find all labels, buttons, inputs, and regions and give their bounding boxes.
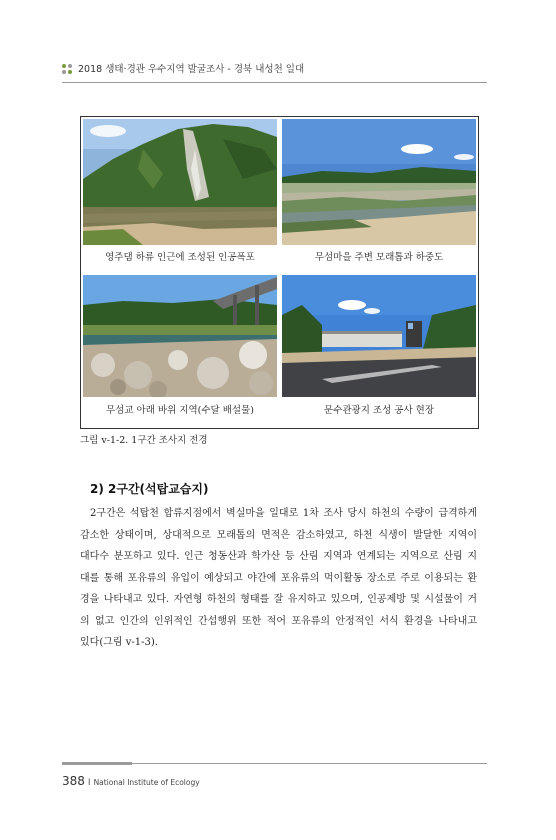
section-title: 2) 2구간(석탑교습지) — [90, 482, 209, 496]
page-footer — [62, 770, 200, 789]
header-title: 2018 생태·경관 우수지역 발굴조사 - 경북 내성천 일대 — [78, 64, 305, 75]
body-line: 의 없고 인간의 인위적인 간섭행위 또한 적어 포유류의 안정적인 서식 환경을 나타내고 — [80, 615, 477, 627]
sandbar-photo — [282, 119, 476, 245]
construction-site-photo — [282, 275, 476, 397]
header-divider — [62, 82, 487, 83]
photo-figure — [80, 116, 479, 429]
footer-separator: I — [87, 778, 91, 788]
body-paragraph — [80, 503, 477, 654]
running-header — [62, 63, 487, 77]
body-line: 감소한 상태이며, 상대적으로 모래톱의 면적은 감소하였고, 하천 식생이 발달한 지역이 — [80, 529, 477, 541]
figure-caption: 그림 v-1-2. 1구간 조사지 전경 — [80, 435, 208, 446]
body-line: 있다(그림 v-1-3). — [80, 637, 158, 648]
footer-divider — [62, 763, 487, 764]
photo-caption-3: 무섬교 아래 바위 지역(수달 배설물) — [106, 405, 254, 416]
page-number: 388 — [62, 774, 85, 788]
photo-caption-4: 문수관광지 조성 공사 현장 — [323, 405, 434, 416]
body-line: 2구간은 석탑천 합류지점에서 벽실마을 일대로 1차 조사 당시 하천의 수량이 급격하게 — [90, 508, 477, 519]
waterfall-photo — [83, 119, 277, 245]
photo-caption-1: 영주댐 하류 인근에 조성된 인공폭포 — [105, 252, 255, 263]
footer-organization: National Institute of Ecology — [93, 778, 200, 787]
header-dots-icon — [62, 64, 74, 76]
body-line: 경을 나타내고 있다. 자연형 하천의 형태를 잘 유지하고 있으며, 인공제방 및 시설물이 거 — [80, 594, 477, 605]
body-line: 대다수 분포하고 있다. 인근 청동산과 학가산 등 산림 지역과 연계되는 지역으로 산림 지 — [80, 551, 477, 562]
bridge-rocks-photo — [83, 275, 277, 397]
photo-caption-2: 무섬마을 주변 모래톱과 하중도 — [314, 252, 444, 263]
body-line: 대를 통해 포유류의 유입이 예상되고 야간에 포유류의 먹이활동 장소로 주로 이용되는 환 — [80, 572, 477, 584]
